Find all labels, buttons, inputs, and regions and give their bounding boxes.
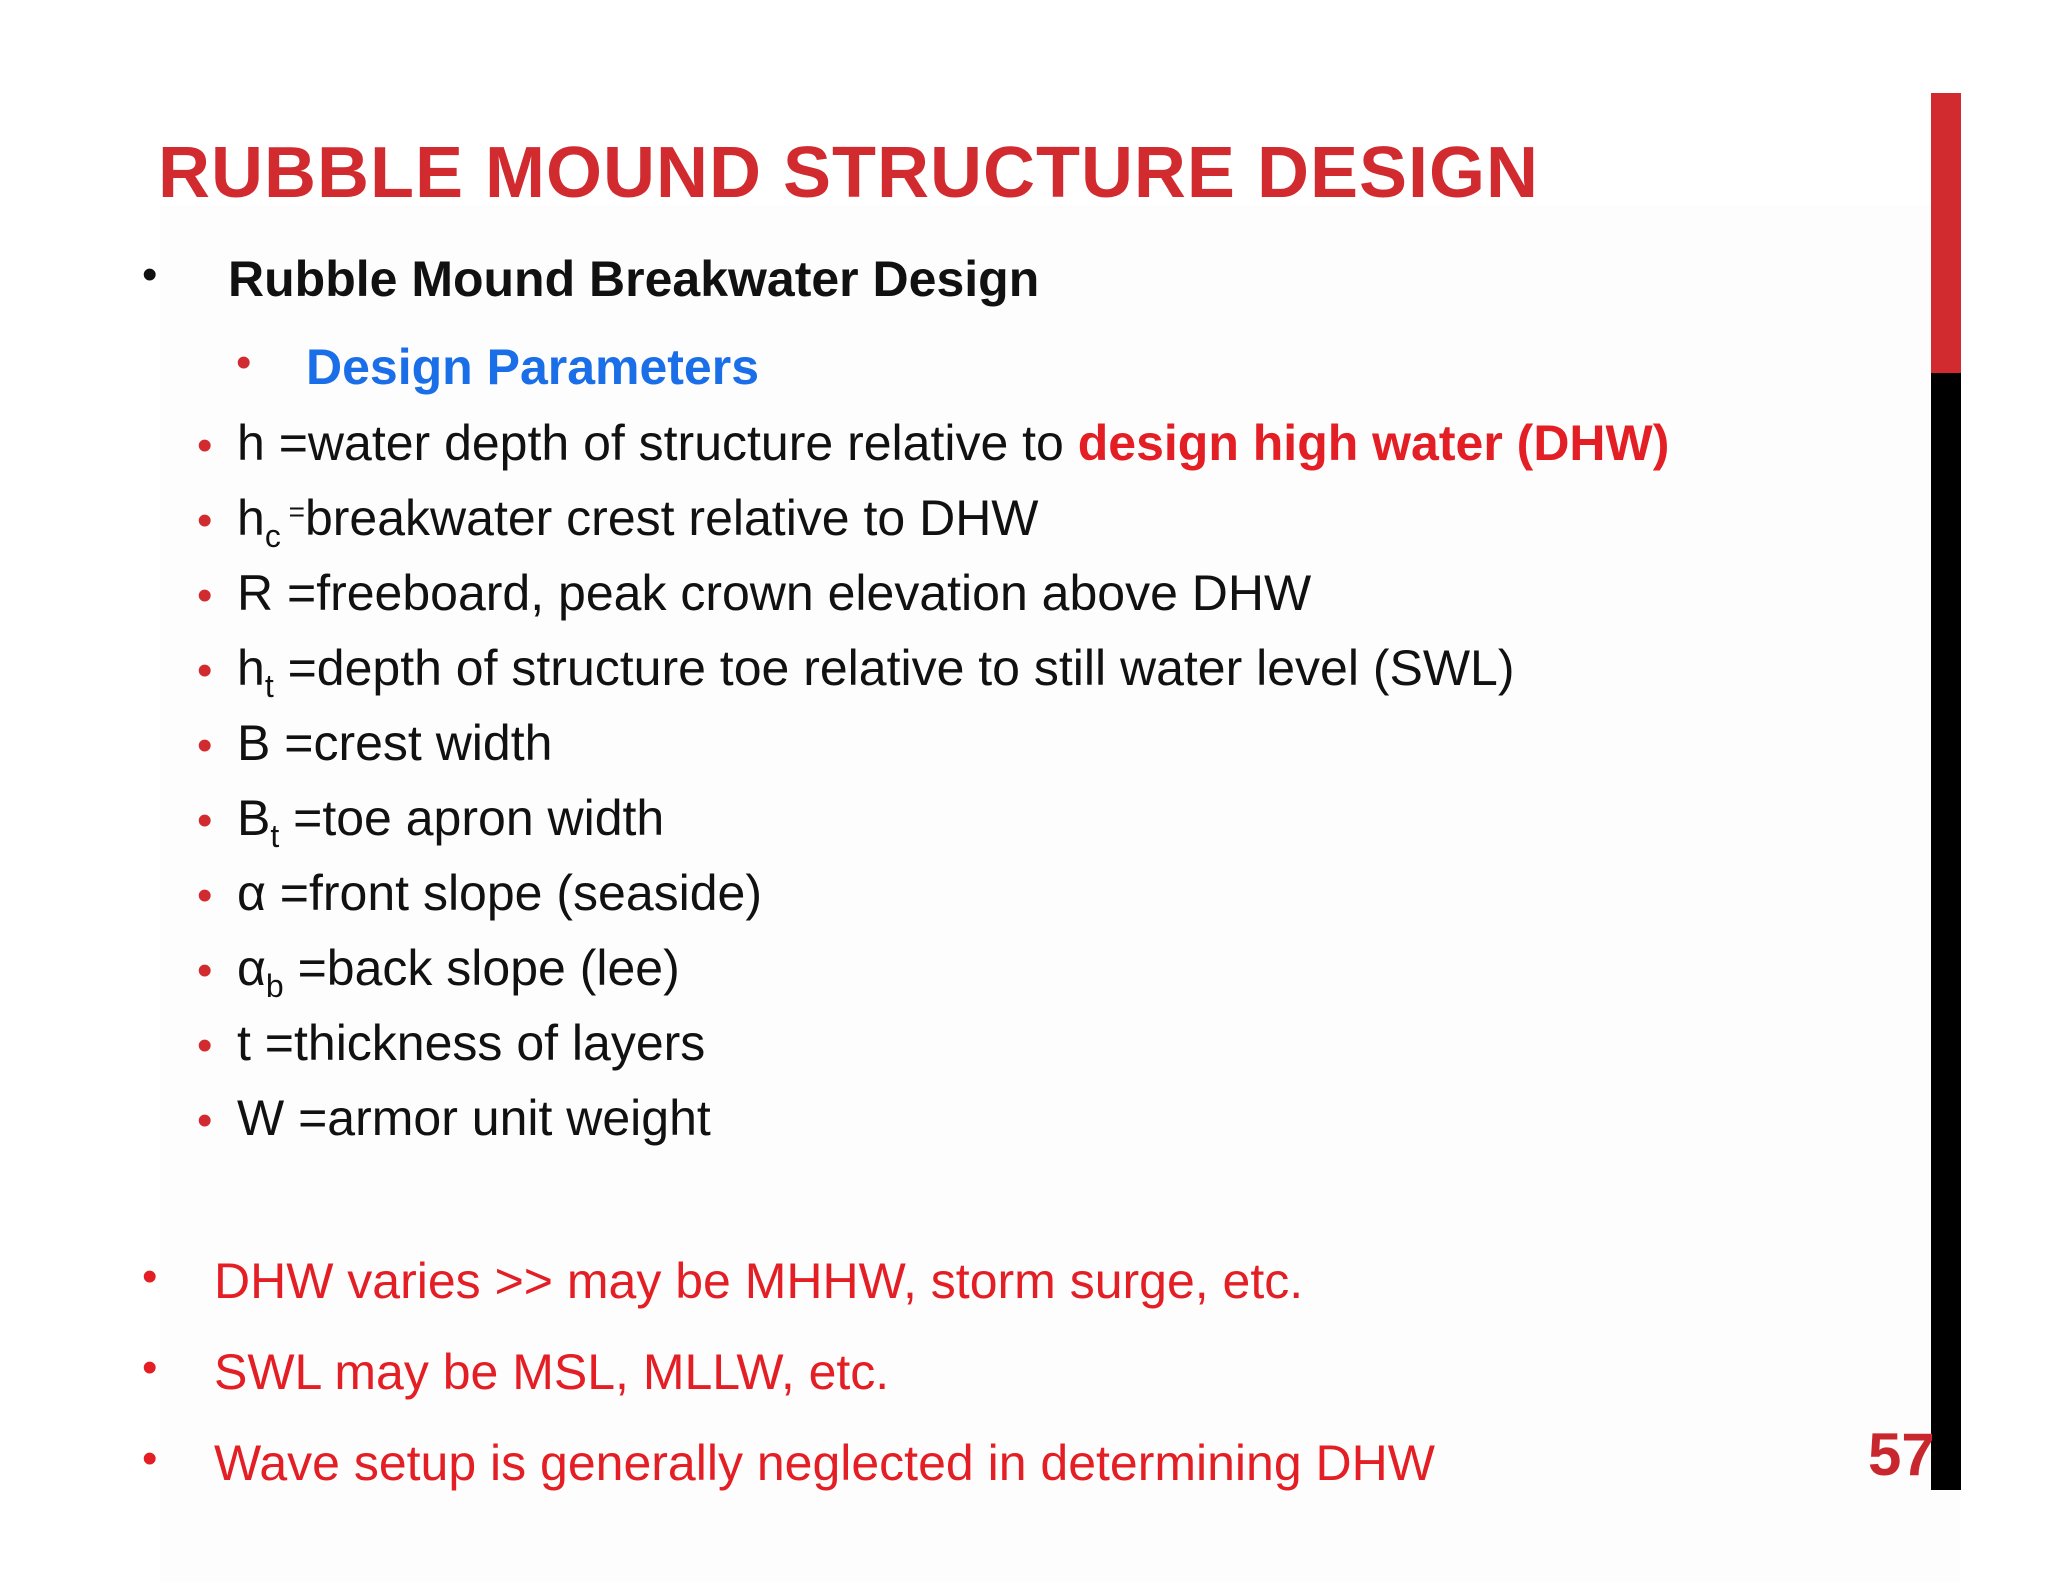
- param-description: breakwater crest relative to DHW: [304, 490, 1039, 546]
- bullet-icon: •: [197, 946, 213, 995]
- bullet-icon: •: [142, 1434, 158, 1483]
- param-description: freeboard, peak crown elevation above DHW: [316, 565, 1312, 621]
- parameter-item: [197, 1089, 711, 1147]
- accent-bar-black: [1931, 373, 1961, 1490]
- bullet-icon: •: [197, 646, 213, 695]
- parameter-item: [197, 639, 1515, 704]
- bullet-icon: •: [142, 1343, 158, 1392]
- param-description: thickness of layers: [294, 1015, 706, 1071]
- param-description: toe apron width: [322, 790, 665, 846]
- breakwater-design-heading: Rubble Mound Breakwater Design: [228, 251, 1040, 307]
- note-text: Wave setup is generally neglected in determining DHW: [214, 1435, 1435, 1491]
- param-equals: =: [250, 1015, 294, 1071]
- param-symbol: R: [237, 565, 274, 621]
- parameter-item: [197, 939, 680, 1004]
- param-equals: =: [270, 715, 314, 771]
- param-symbol: B: [237, 790, 271, 846]
- param-highlight: design high water (DHW): [1077, 415, 1670, 471]
- page-number: 57: [1868, 1421, 1935, 1488]
- bullet-icon: •: [142, 250, 158, 299]
- param-subscript: c: [264, 518, 281, 554]
- param-subscript: t: [270, 818, 280, 854]
- param-equals: =: [283, 940, 327, 996]
- param-subscript: b: [265, 968, 284, 1004]
- accent-bar-red: [1931, 93, 1961, 373]
- param-description: back slope (lee): [326, 940, 680, 996]
- param-description: front slope (seaside): [309, 865, 763, 921]
- parameter-item: [197, 714, 552, 772]
- bullet-icon: •: [197, 721, 213, 770]
- note-text: DHW varies >> may be MHHW, storm surge, etc.: [214, 1253, 1304, 1309]
- param-equals: =: [264, 415, 308, 471]
- bullet-icon: •: [197, 496, 213, 545]
- param-description: crest width: [313, 715, 553, 771]
- param-equals: =: [265, 865, 309, 921]
- param-symbol: α: [237, 865, 266, 921]
- bullet-icon: •: [197, 871, 213, 920]
- param-symbol: B: [237, 715, 271, 771]
- slide-title: RUBBLE MOUND STRUCTURE DESIGN: [158, 133, 1540, 213]
- bullet-icon: •: [197, 1021, 213, 1070]
- param-subscript: t: [264, 668, 274, 704]
- note-text: SWL may be MSL, MLLW, etc.: [214, 1344, 890, 1400]
- parameter-item: [197, 1014, 705, 1072]
- bullet-icon: •: [236, 338, 252, 387]
- bullet-icon: •: [197, 1096, 213, 1145]
- param-symbol: α: [237, 940, 266, 996]
- design-parameters-heading: Design Parameters: [306, 339, 760, 395]
- parameter-item: [197, 789, 665, 854]
- param-symbol: h: [237, 640, 265, 696]
- param-symbol: t: [237, 1015, 251, 1071]
- param-equals: =: [280, 496, 305, 527]
- parameter-item: [197, 489, 1039, 554]
- param-symbol: h: [237, 415, 265, 471]
- param-description: depth of structure toe relative to still water level (SWL): [316, 640, 1515, 696]
- parameter-item: [197, 414, 1669, 472]
- param-equals: =: [279, 790, 323, 846]
- param-equals: =: [273, 565, 317, 621]
- param-symbol: h: [237, 490, 265, 546]
- param-description: water depth of structure relative to: [307, 415, 1078, 471]
- param-symbol: W: [237, 1090, 285, 1146]
- param-equals: =: [273, 640, 317, 696]
- param-description: armor unit weight: [327, 1090, 711, 1146]
- param-equals: =: [284, 1090, 328, 1146]
- parameter-item: [197, 564, 1311, 622]
- bullet-icon: •: [197, 421, 213, 470]
- bullet-icon: •: [197, 796, 213, 845]
- parameter-item: [197, 864, 762, 922]
- bullet-icon: •: [197, 571, 213, 620]
- bullet-icon: •: [142, 1252, 158, 1301]
